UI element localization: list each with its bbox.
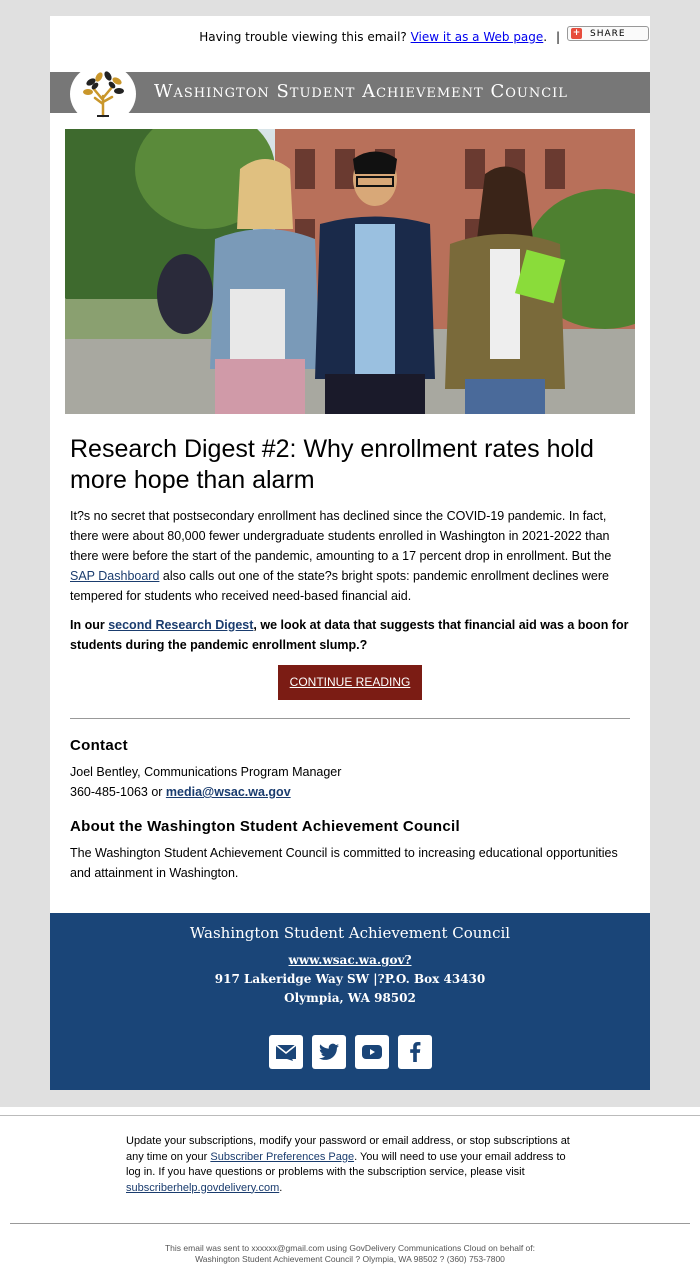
web-page-link[interactable]: View it as a Web page	[410, 30, 544, 44]
website-link[interactable]: www.wsac.wa.gov?	[288, 953, 412, 967]
footer-blue	[50, 913, 650, 1090]
contact-section	[70, 737, 630, 802]
email-container	[50, 16, 650, 1090]
prefs-text-b: . You will need to use your email address to log in. If you have questions or problems with the subscription service, please visit	[126, 1150, 566, 1178]
share-label: SHARE	[590, 28, 626, 39]
article-paragraph-1	[70, 506, 630, 606]
subscriber-help-link[interactable]: subscriberhelp.govdelivery.com	[126, 1181, 280, 1194]
footer-address	[50, 951, 650, 1008]
contact-name: Joel Bentley, Communications Program Manager	[70, 765, 342, 779]
footer-address-line-2: Olympia, WA 98502	[284, 991, 416, 1005]
contact-heading: Contact	[70, 737, 128, 754]
social-icons	[50, 1035, 650, 1069]
prefs-text-a: Update your subscriptions, modify your password or email address, or stop subscriptions at any time on your	[126, 1135, 570, 1163]
main-content	[50, 414, 650, 913]
sent-to-line-2: Washington Student Achievement Council ? Olympia, WA 98502 ? (360) 753-7800	[195, 1254, 505, 1264]
top-bar	[50, 16, 650, 72]
p2-text-a: In our	[70, 618, 109, 632]
cta-wrapper	[70, 665, 630, 700]
divider-line	[70, 718, 630, 719]
about-text: The Washington Student Achievement Council is committed to increasing educational opportunities and attainment in Washington.	[70, 846, 618, 880]
continue-reading-button[interactable]: CONTINUE READING	[278, 665, 422, 700]
divider: |	[555, 30, 560, 44]
email-icon[interactable]	[269, 1035, 303, 1069]
prefs-text-c: .	[279, 1181, 283, 1194]
trouble-text: Having trouble viewing this email?	[199, 30, 407, 44]
p1-text-a: It?s no secret that postsecondary enrollment has declined since the COVID-19 pandemic. In fact, there were about 80,000 fewer undergraduate students enrolled in Washington in 2021-2022 than there were before the start of the pandemic, amounting to a 17 percent drop in enrollment. But the	[70, 509, 612, 563]
article-title: Research Digest #2: Why enrollment rates hold more hope than alarm	[70, 435, 594, 494]
footer-org-name: Washington Student Achievement Council	[189, 924, 511, 942]
trouble-period: .	[543, 30, 548, 44]
about-heading: About the Washington Student Achievement Council	[70, 818, 460, 835]
p2-text-b: , we look at data that suggests that financial aid was a boon for students during the pandemic enrollment slump.?	[70, 618, 629, 652]
contact-phone: 360-485-1063 or	[70, 785, 166, 799]
hero-image	[65, 129, 635, 414]
tree-logo-icon	[77, 68, 129, 120]
subscription-footer	[0, 1107, 700, 1275]
facebook-icon[interactable]	[398, 1035, 432, 1069]
subscriber-preferences-link[interactable]: Subscriber Preferences Page	[210, 1150, 355, 1163]
subscription-preferences	[126, 1134, 576, 1196]
wsac-logo	[70, 64, 136, 124]
footer-address-line-1: 917 Lakeridge Way SW |?P.O. Box 43430	[214, 972, 486, 986]
p1-text-b: also calls out one of the state?s bright spots: pandemic enrollment declines were tempered for students who received need-based financial aid.	[70, 569, 609, 603]
about-section	[70, 818, 630, 913]
sent-to-line-1: This email was sent to xxxxxx@gmail.com using GovDelivery Communications Cloud on behalf of:	[164, 1243, 536, 1253]
article-paragraph-2	[70, 615, 630, 655]
plus-icon: +	[572, 28, 581, 38]
separator-bottom	[10, 1223, 690, 1224]
sap-dashboard-link[interactable]: SAP Dashboard	[70, 569, 160, 583]
twitter-icon[interactable]	[312, 1035, 346, 1069]
media-email-link[interactable]: media@wsac.wa.gov	[165, 785, 291, 799]
youtube-icon[interactable]	[355, 1035, 389, 1069]
banner-title: Washington Student Achievement Council	[154, 81, 568, 102]
share-button[interactable]	[567, 26, 649, 41]
trouble-viewing	[199, 30, 560, 44]
header-banner	[50, 72, 650, 113]
students-photo	[65, 129, 635, 414]
contact-phone-line	[70, 782, 630, 802]
separator-top	[0, 1115, 700, 1116]
research-digest-link[interactable]: second Research Digest	[108, 618, 254, 632]
sent-to-notice	[0, 1243, 700, 1265]
